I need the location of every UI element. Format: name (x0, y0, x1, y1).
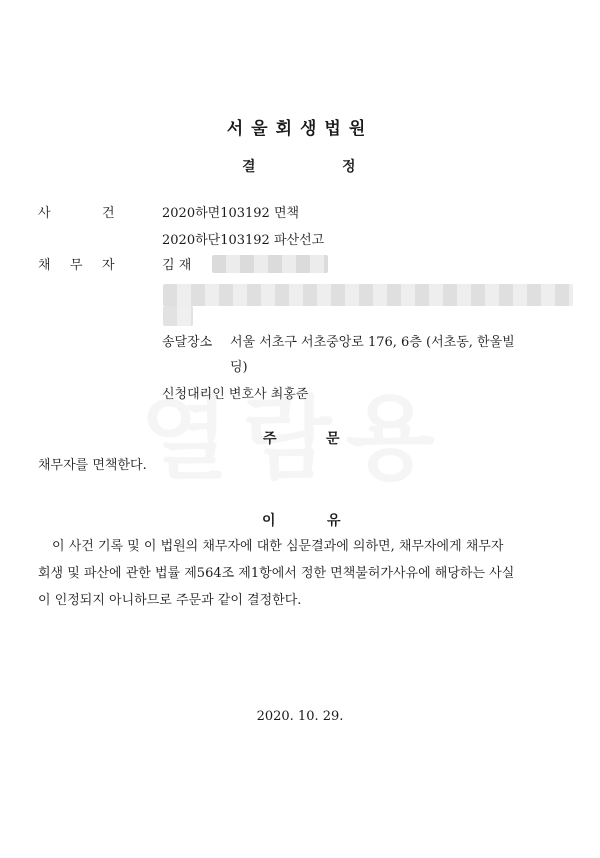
reason-heading-left: 이 (262, 513, 276, 529)
reason-line-1: 이 사건 기록 및 이 법원의 채무자에 대한 심문결과에 의하면, 채무자에게 채무자 (52, 539, 504, 554)
reason-line-2: 회생 및 파산에 관한 법률 제564조 제1항에서 정한 면책불허가사유에 해당하는 사실 (38, 566, 515, 581)
debtor-label-3: 자 (102, 258, 115, 273)
watermark (140, 365, 449, 497)
order-heading-left: 주 (263, 431, 277, 447)
debtor-name: 김 재 (162, 258, 192, 273)
service-address-line1: 서울 서초구 서초중앙로 176, 6층 (서초동, 한울빌 (230, 335, 515, 350)
case-label-1: 사 (38, 206, 51, 221)
case-number-2: 2020하단103192 파산선고 (162, 233, 325, 248)
service-label: 송달장소 (162, 335, 213, 350)
reason-heading-right: 유 (327, 513, 341, 529)
redaction-address-tail (163, 306, 193, 326)
doc-type-right: 정 (342, 159, 356, 175)
attorney: 신청대리인 변호사 최홍준 (162, 387, 309, 402)
doc-type-left: 결 (242, 159, 256, 175)
redaction-address (163, 284, 573, 306)
case-number-1: 2020하면103192 면책 (162, 206, 300, 221)
debtor-label-1: 채 (38, 258, 51, 273)
service-address-line2: 딩) (230, 360, 248, 375)
order-text: 채무자를 면책한다. (38, 458, 147, 473)
reason-line-3: 이 인정되지 아니하므로 주문과 같이 결정한다. (38, 593, 302, 608)
decision-date: 2020. 10. 29. (256, 709, 344, 724)
order-heading-right: 문 (326, 431, 340, 447)
redaction-name (212, 255, 328, 273)
court-name: 서울회생법원 (226, 119, 374, 139)
case-label-2: 건 (102, 206, 115, 221)
debtor-label-2: 무 (70, 258, 83, 273)
